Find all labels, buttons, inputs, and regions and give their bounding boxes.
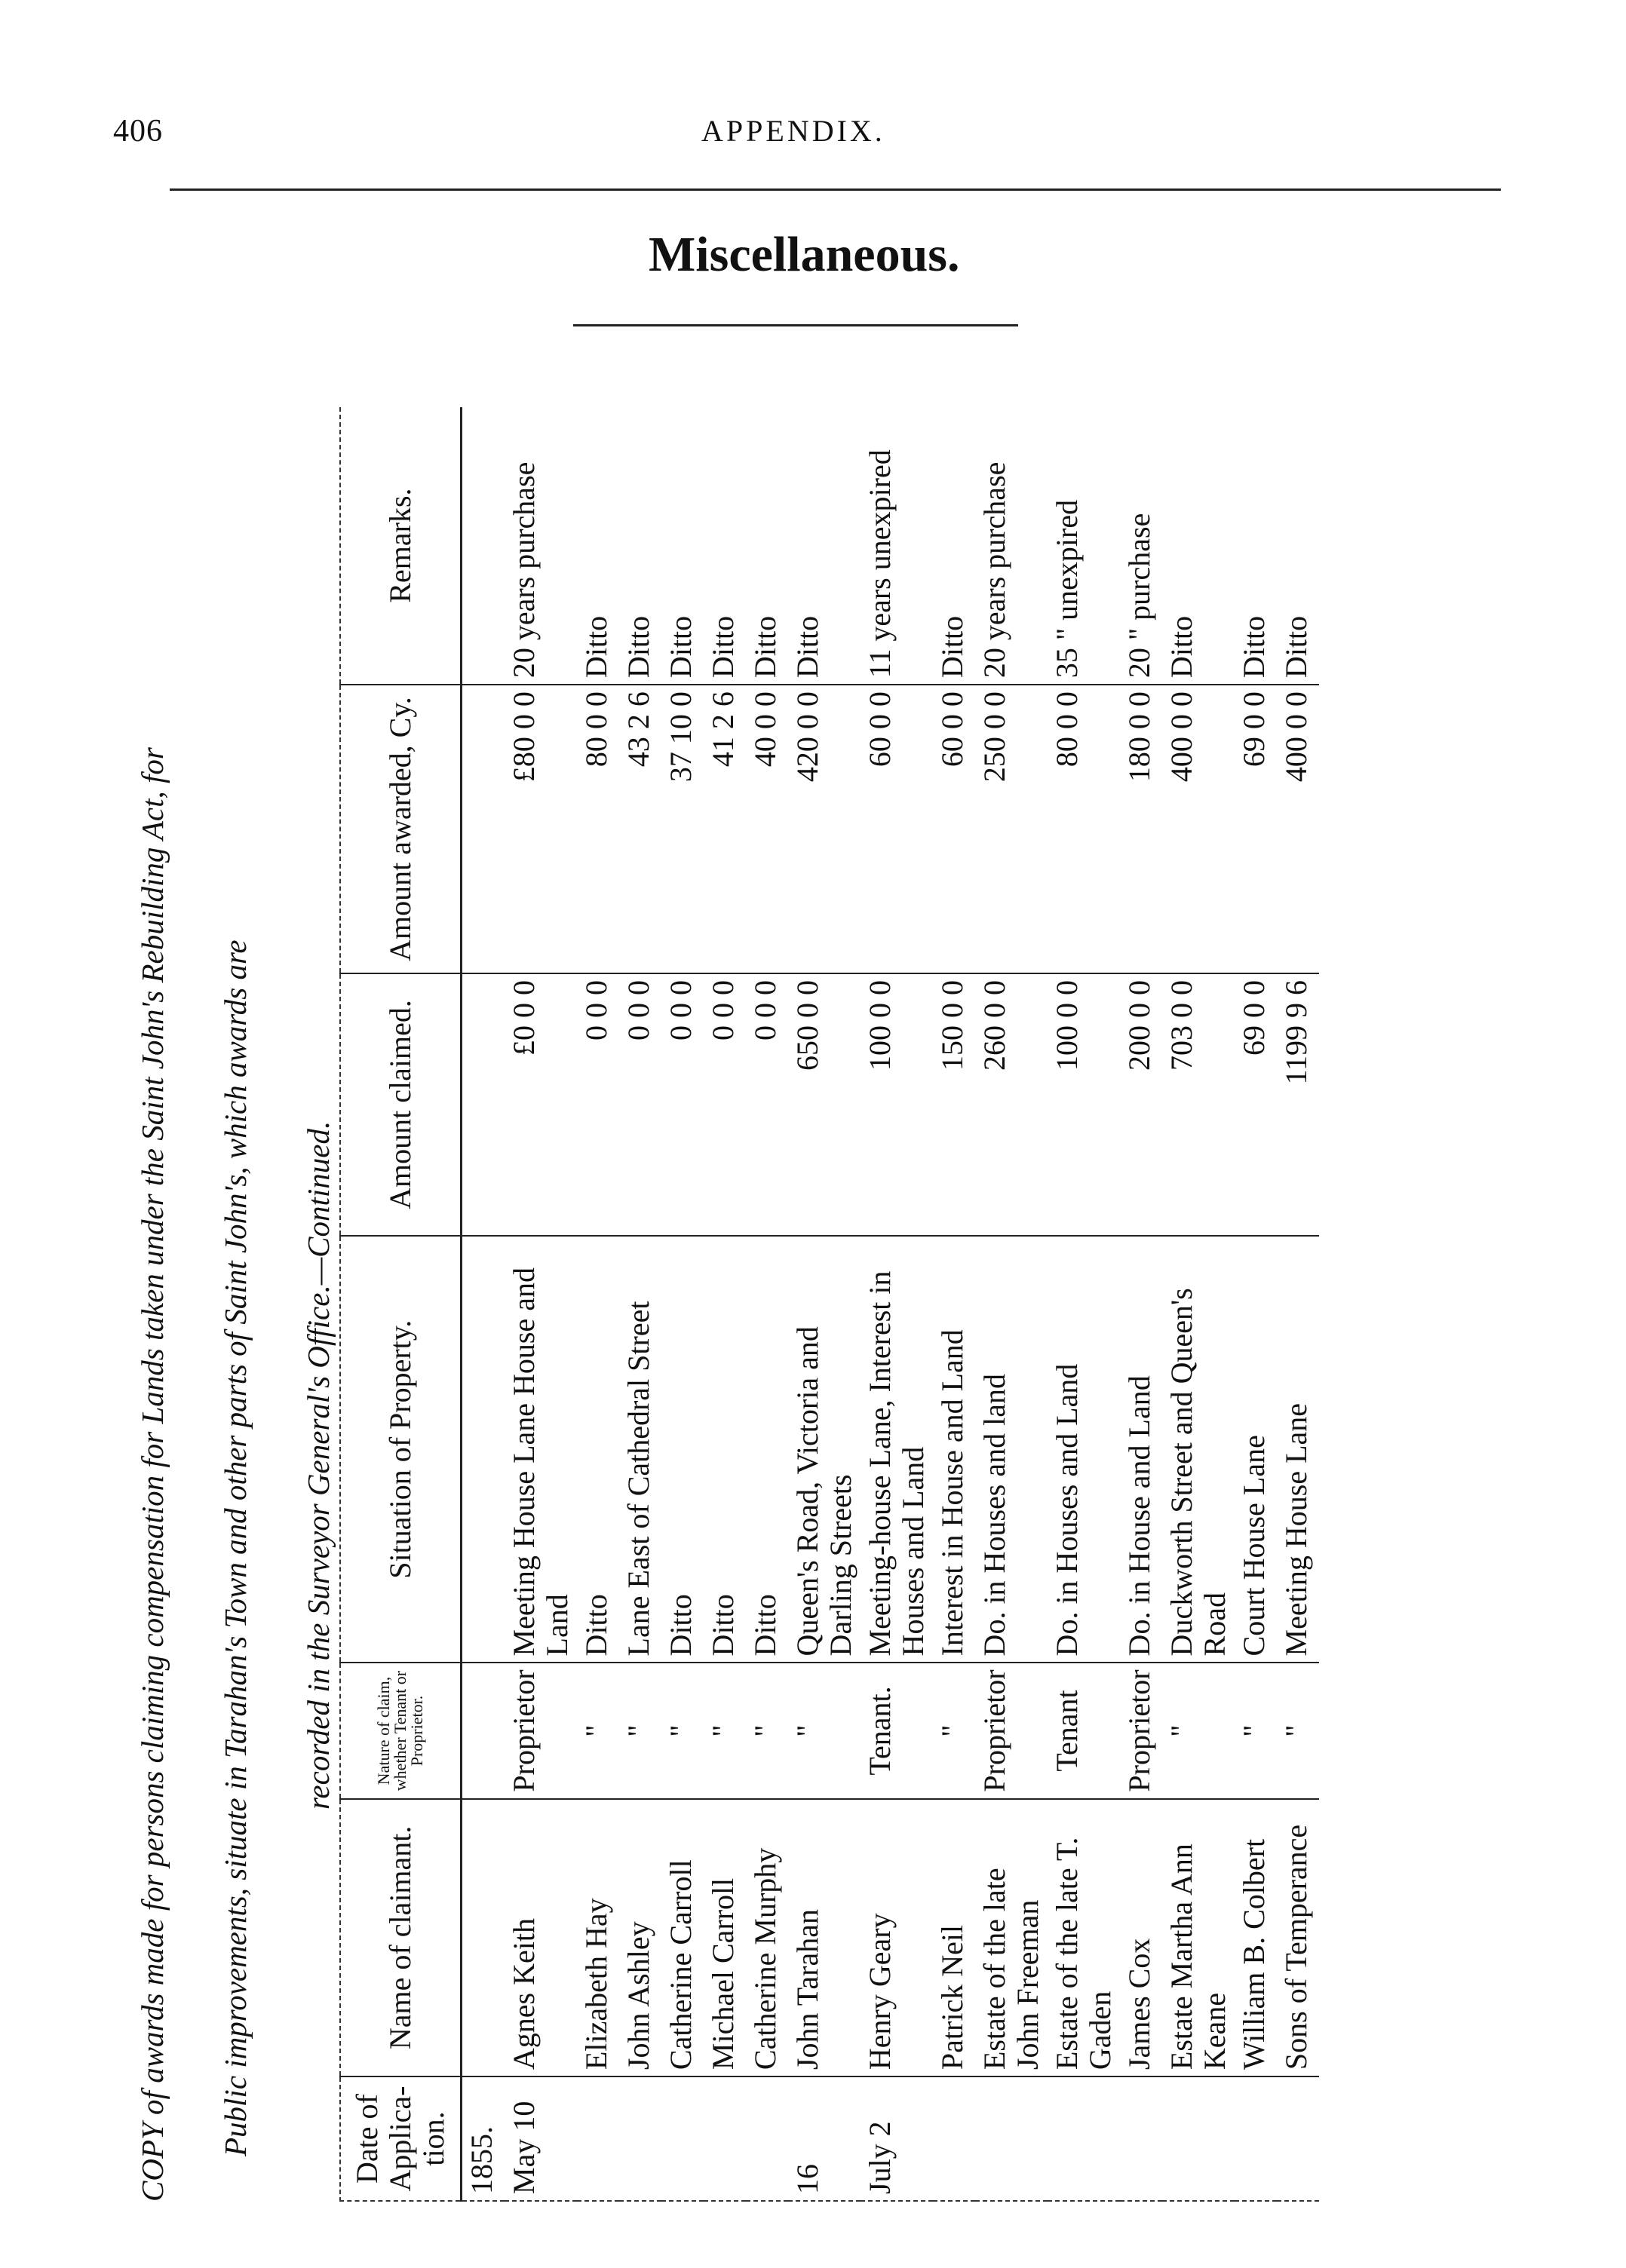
cell-name: Estate of the late John Freeman [975,1799,1048,2076]
cell-claimed: 1199 9 6 [1277,973,1319,1236]
cell-date [746,2076,788,2201]
cell-situation: Ditto [704,1236,746,1663]
cell-situation: Ditto [577,1236,619,1663]
table-row [577,407,619,2201]
cell-nature: " [1162,1663,1235,1798]
table-row [661,407,704,2201]
cell-awarded: 80 0 0 [1048,685,1120,973]
col-header-claimed: Amount claimed. [340,973,462,1236]
header-rule [170,188,1501,191]
cell-situation: Duckworth Street and Queen's Road [1162,1236,1235,1663]
rotated-table-block [113,377,1531,2202]
year-cell: 1855. [462,2076,505,2201]
cell-awarded: 400 0 0 [1277,685,1319,973]
table-row [746,407,788,2201]
table-row [619,407,661,2201]
cell-awarded: 37 10 0 [661,685,704,973]
cell-awarded: 41 2 6 [704,685,746,973]
cell-date: July 2 [861,2076,933,2201]
col-header-date: Date of Applica-tion. [340,2076,462,2201]
table-row [1048,407,1120,2201]
cell-date [1235,2076,1277,2201]
cell-name: Patrick Neil [933,1799,975,2076]
cell-date [704,2076,746,2201]
cell-awarded: £80 0 0 [505,685,577,973]
table-row [975,407,1048,2201]
cell-date [1162,2076,1235,2201]
table-row [788,407,861,2201]
caption-line-3: recorded in the Surveyor General's Office.—Continued. [301,1120,336,1810]
cell-situation: Interest in House and Land [933,1236,975,1663]
running-head: APPENDIX. [701,114,885,148]
cell-date [577,2076,619,2201]
cell-nature: Proprietor [505,1663,577,1798]
cell-date [1120,2076,1162,2201]
cell-claimed: 0 0 0 [746,973,788,1236]
col-header-situation: Situation of Property. [340,1236,462,1663]
table-row [704,407,746,2201]
cell-situation: Queen's Road, Victoria and Darling Streets [788,1236,861,1663]
table-row [1277,407,1319,2201]
cell-remarks: 35 " unexpired [1048,407,1120,685]
cell-claimed: 0 0 0 [661,973,704,1236]
cell-remarks: Ditto [619,407,661,685]
title-rule [573,324,1018,326]
cell-date [661,2076,704,2201]
cell-remarks: Ditto [788,407,861,685]
cell-nature: Proprietor [1120,1663,1162,1798]
caption-line-1: COPY of awards made for persons claiming compensation for Lands taken under the Saint John's Rebuilding Act, for [135,747,170,2202]
cell-awarded: 180 0 0 [1120,685,1162,973]
cell-remarks: 20 years purchase [505,407,577,685]
cell-claimed: 260 0 0 [975,973,1048,1236]
cell-situation: Meeting-house Lane, Interest in Houses and Land [861,1236,933,1663]
page-header [0,0,1626,181]
page-number: 406 [113,114,163,149]
cell-awarded: 60 0 0 [933,685,975,973]
cell-claimed: 100 0 0 [1048,973,1120,1236]
cell-situation: Ditto [661,1236,704,1663]
cell-awarded: 250 0 0 [975,685,1048,973]
cell-remarks: Ditto [661,407,704,685]
table-body [462,407,1320,2201]
cell-situation: Do. in Houses and Land [1048,1236,1120,1663]
table-row [861,407,933,2201]
cell-situation: Lane East of Cathedral Street [619,1236,661,1663]
cell-nature: " [577,1663,619,1798]
cell-date [1048,2076,1120,2201]
cell-remarks: Ditto [1162,407,1235,685]
cell-date: May 10 [505,2076,577,2201]
cell-name: William B. Colbert [1235,1799,1277,2076]
cell-claimed: 0 0 0 [577,973,619,1236]
cell-awarded: 69 0 0 [1235,685,1277,973]
cell-situation: Court House Lane [1235,1236,1277,1663]
cell-situation: Ditto [746,1236,788,1663]
cell-remarks: Ditto [1277,407,1319,685]
table-row [1120,407,1162,2201]
cell-awarded: 420 0 0 [788,685,861,973]
cell-claimed: 650 0 0 [788,973,861,1236]
cell-name: Henry Geary [861,1799,933,2076]
cell-name: Sons of Temperance [1277,1799,1319,2076]
cell-awarded: 43 2 6 [619,685,661,973]
cell-date: 16 [788,2076,861,2201]
section-title: Miscellaneous. [649,227,960,282]
cell-date [619,2076,661,2201]
cell-awarded: 40 0 0 [746,685,788,973]
cell-nature: " [619,1663,661,1798]
cell-name: John Ashley [619,1799,661,2076]
cell-remarks: 11 years unexpired [861,407,933,685]
cell-remarks: 20 " purchase [1120,407,1162,685]
cell-name: Catherine Carroll [661,1799,704,2076]
cell-nature: " [788,1663,861,1798]
cell-remarks: Ditto [1235,407,1277,685]
cell-nature: " [746,1663,788,1798]
table-row [1162,407,1235,2201]
cell-nature: Proprietor [975,1663,1048,1798]
cell-nature: " [661,1663,704,1798]
cell-claimed: 69 0 0 [1235,973,1277,1236]
table-row [933,407,975,2201]
year-row [462,407,505,2201]
table-row [505,407,577,2201]
table-header-row [340,407,462,2201]
cell-claimed: 200 0 0 [1120,973,1162,1236]
cell-claimed: 100 0 0 [861,973,933,1236]
table-row [1235,407,1277,2201]
cell-name: Agnes Keith [505,1799,577,2076]
cell-claimed: 0 0 0 [619,973,661,1236]
cell-remarks: Ditto [577,407,619,685]
col-header-name: Name of claimant. [340,1799,462,2076]
cell-name: Michael Carroll [704,1799,746,2076]
cell-name: James Cox [1120,1799,1162,2076]
cell-nature: " [1277,1663,1319,1798]
cell-remarks: Ditto [933,407,975,685]
cell-remarks: Ditto [704,407,746,685]
cell-date [1277,2076,1319,2201]
cell-awarded: 60 0 0 [861,685,933,973]
cell-awarded: 80 0 0 [577,685,619,973]
cell-nature: " [1235,1663,1277,1798]
cell-remarks: Ditto [746,407,788,685]
cell-nature: " [704,1663,746,1798]
cell-name: John Tarahan [788,1799,861,2076]
cell-awarded: 400 0 0 [1162,685,1235,973]
cell-name: Catherine Murphy [746,1799,788,2076]
cell-claimed: 703 0 0 [1162,973,1235,1236]
cell-claimed: 0 0 0 [704,973,746,1236]
cell-situation: Meeting House Lane [1277,1236,1319,1663]
cell-date [933,2076,975,2201]
cell-situation: Do. in Houses and land [975,1236,1048,1663]
cell-name: Estate of the late T. Gaden [1048,1799,1120,2076]
cell-situation: Do. in House and Land [1120,1236,1162,1663]
col-header-remarks: Remarks. [340,407,462,685]
cell-date [975,2076,1048,2201]
caption-line-2: Public improvements, situate in Tarahan's Town and other parts of Saint John's, which awards are [218,939,253,2156]
cell-name: Elizabeth Hay [577,1799,619,2076]
col-header-awarded: Amount awarded, Cy. [340,685,462,973]
col-header-nature: Nature of claim, whether Tenant or Proprietor. [340,1663,462,1798]
awards-table [339,407,1319,2202]
cell-claimed: 150 0 0 [933,973,975,1236]
cell-situation: Meeting House Lane House and Land [505,1236,577,1663]
cell-claimed: £0 0 0 [505,973,577,1236]
cell-name: Estate Martha Ann Keane [1162,1799,1235,2076]
cell-nature: Tenant. [861,1663,933,1798]
cell-nature: Tenant [1048,1663,1120,1798]
cell-nature: " [933,1663,975,1798]
cell-remarks: 20 years purchase [975,407,1048,685]
